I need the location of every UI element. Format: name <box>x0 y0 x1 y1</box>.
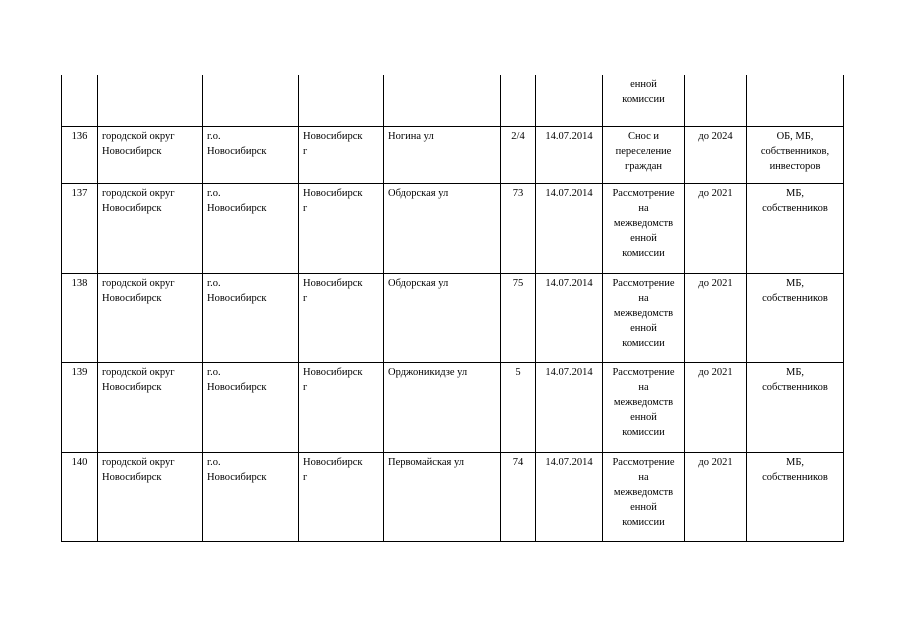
funding-cell: МБ, собственников <box>747 452 844 541</box>
locality-cell: Новосибирск г <box>299 126 384 183</box>
house-cell: 73 <box>501 183 536 273</box>
locality-cell <box>299 75 384 126</box>
settlement-cell <box>203 75 299 126</box>
locality-cell: Новосибирск г <box>299 183 384 273</box>
deadline-cell <box>685 75 747 126</box>
municipality-cell: городской округ Новосибирск <box>98 126 203 183</box>
action-cell: енной комиссии <box>603 75 685 126</box>
street-cell <box>384 75 501 126</box>
row-number: 140 <box>62 452 98 541</box>
funding-cell: МБ, собственников <box>747 183 844 273</box>
street-cell: Ногина ул <box>384 126 501 183</box>
row-number: 138 <box>62 273 98 362</box>
locality-cell: Новосибирск г <box>299 273 384 362</box>
housing-table <box>61 75 844 542</box>
row-number: 137 <box>62 183 98 273</box>
row-number: 136 <box>62 126 98 183</box>
table-row <box>62 273 844 362</box>
funding-cell <box>747 75 844 126</box>
municipality-cell: городской округ Новосибирск <box>98 452 203 541</box>
table-row <box>62 126 844 183</box>
deadline-cell: до 2024 <box>685 126 747 183</box>
deadline-cell: до 2021 <box>685 273 747 362</box>
deadline-cell: до 2021 <box>685 452 747 541</box>
settlement-cell: г.о. Новосибирск <box>203 273 299 362</box>
funding-cell: ОБ, МБ, собственников, инвесторов <box>747 126 844 183</box>
date-cell: 14.07.2014 <box>536 183 603 273</box>
settlement-cell: г.о. Новосибирск <box>203 362 299 452</box>
street-cell: Первомайская ул <box>384 452 501 541</box>
municipality-cell: городской округ Новосибирск <box>98 273 203 362</box>
table-row <box>62 183 844 273</box>
street-cell: Обдорская ул <box>384 273 501 362</box>
action-cell: Рассмотрение на межведомств енной комиссии <box>603 273 685 362</box>
action-cell: Рассмотрение на межведомств енной комиссии <box>603 452 685 541</box>
table-row <box>62 75 844 126</box>
action-cell: Рассмотрение на межведомств енной комиссии <box>603 183 685 273</box>
house-cell: 74 <box>501 452 536 541</box>
date-cell: 14.07.2014 <box>536 362 603 452</box>
settlement-cell: г.о. Новосибирск <box>203 126 299 183</box>
locality-cell: Новосибирск г <box>299 362 384 452</box>
date-cell: 14.07.2014 <box>536 126 603 183</box>
date-cell <box>536 75 603 126</box>
settlement-cell: г.о. Новосибирск <box>203 452 299 541</box>
action-cell: Рассмотрение на межведомств енной комиссии <box>603 362 685 452</box>
settlement-cell: г.о. Новосибирск <box>203 183 299 273</box>
house-cell <box>501 75 536 126</box>
street-cell: Орджоникидзе ул <box>384 362 501 452</box>
deadline-cell: до 2021 <box>685 183 747 273</box>
street-cell: Обдорская ул <box>384 183 501 273</box>
house-cell: 5 <box>501 362 536 452</box>
locality-cell: Новосибирск г <box>299 452 384 541</box>
action-cell: Снос и переселение граждан <box>603 126 685 183</box>
municipality-cell: городской округ Новосибирск <box>98 362 203 452</box>
row-number <box>62 75 98 126</box>
house-cell: 2/4 <box>501 126 536 183</box>
funding-cell: МБ, собственников <box>747 362 844 452</box>
row-number: 139 <box>62 362 98 452</box>
funding-cell: МБ, собственников <box>747 273 844 362</box>
table-row <box>62 452 844 541</box>
municipality-cell <box>98 75 203 126</box>
table-row <box>62 362 844 452</box>
date-cell: 14.07.2014 <box>536 452 603 541</box>
municipality-cell: городской округ Новосибирск <box>98 183 203 273</box>
house-cell: 75 <box>501 273 536 362</box>
deadline-cell: до 2021 <box>685 362 747 452</box>
date-cell: 14.07.2014 <box>536 273 603 362</box>
